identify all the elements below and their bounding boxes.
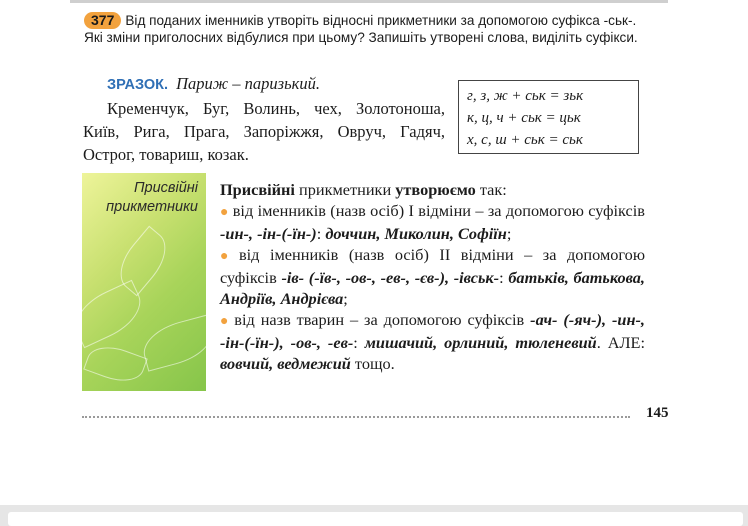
bullet-icon: ● <box>220 249 235 264</box>
rule-3-exceptions: вовчий, ведмежий <box>220 354 351 373</box>
sample-text: Париж – паризький. <box>176 74 320 93</box>
dotted-footer-line <box>82 416 630 418</box>
theory-side-panel <box>82 173 206 391</box>
rule-line-3: х, с, ш + ськ = ськ <box>467 132 583 148</box>
rule-3-examples: мишачий, орлиний, тюленевий <box>364 333 597 352</box>
rule-item-3 <box>220 309 645 374</box>
rule-3-end: тощо. <box>350 354 395 373</box>
exercise-task <box>84 12 654 46</box>
rule-item-1 <box>220 200 645 244</box>
rule-2-end: ; <box>343 289 348 308</box>
rule-1-end: ; <box>506 224 512 243</box>
exercise-text: Від поданих іменників утворіть відносні прикметники за допомогою суфікса -ськ-. Які зміни приголосних відбулися при цьому? Запишіть утворені слова, виділіть суфікси. <box>84 13 638 45</box>
rule-3-suffix: -ач- (-яч-), -ин-, -ін-(-їн-), -ов-, -ев- <box>220 310 645 352</box>
rule-1-suffix: -ин-, -ін-(-їн-) <box>220 224 317 243</box>
leaf-decoration <box>138 314 206 371</box>
side-title-line-2: прикметники <box>106 199 198 215</box>
rule-1-text: від іменників (назв осіб) I відміни – за допомогою суфіксів <box>232 201 645 220</box>
rule-3-colon: : <box>353 333 365 352</box>
rule-2-text: від іменників (назв осіб) II відміни – за допомогою суфіксів <box>220 245 645 287</box>
rule-3-text: від назв тварин – за допомогою суфіксів <box>234 310 531 329</box>
rules-intro <box>220 179 645 200</box>
rules-intro-verb: утворюємо <box>395 180 476 199</box>
rule-item-2 <box>220 244 645 309</box>
rule-3-but: . АЛЕ: <box>596 333 645 352</box>
side-panel-title <box>106 179 198 217</box>
previous-text-edge <box>70 0 668 3</box>
word-list: Кременчук, Буг, Волинь, чех, Золотоноша, Київ, Рига, Прага, Запоріжжя, Овруч, Гадяч, Острог, товариш, козак. <box>83 99 445 164</box>
bullet-icon: ● <box>220 205 229 220</box>
sample-label: ЗРАЗОК. <box>107 77 169 93</box>
rule-line-2: к, ц, ч + ськ = цьк <box>467 110 581 126</box>
bullet-icon: ● <box>220 314 231 329</box>
rule-line-1: г, з, ж + ськ = зьк <box>467 88 584 104</box>
rules-intro-mid: прикметники <box>294 180 396 199</box>
page-number: 145 <box>646 405 669 421</box>
sample-line <box>107 74 320 94</box>
side-title-line-1: Присвійні <box>134 180 198 196</box>
next-page-edge <box>8 512 743 526</box>
rules-intro-term: Присвійні <box>220 180 295 199</box>
rule-2-colon: : <box>499 268 509 287</box>
rule-1-examples: доччин, Миколин, Софіїн <box>325 224 507 243</box>
theory-rules <box>220 179 645 374</box>
rules-intro-end: так: <box>475 180 507 199</box>
leaf-decoration <box>83 339 148 389</box>
consonant-change-box <box>458 80 639 154</box>
rule-2-examples: батьків, батькова, Андріїв, Андрієва <box>220 268 645 308</box>
rule-2-suffix: -ів- (-їв-, -ов-, -ев-, -єв-), -івськ- <box>281 268 500 287</box>
exercise-number-badge: 377 <box>84 12 121 29</box>
rule-1-colon: : <box>316 224 326 243</box>
